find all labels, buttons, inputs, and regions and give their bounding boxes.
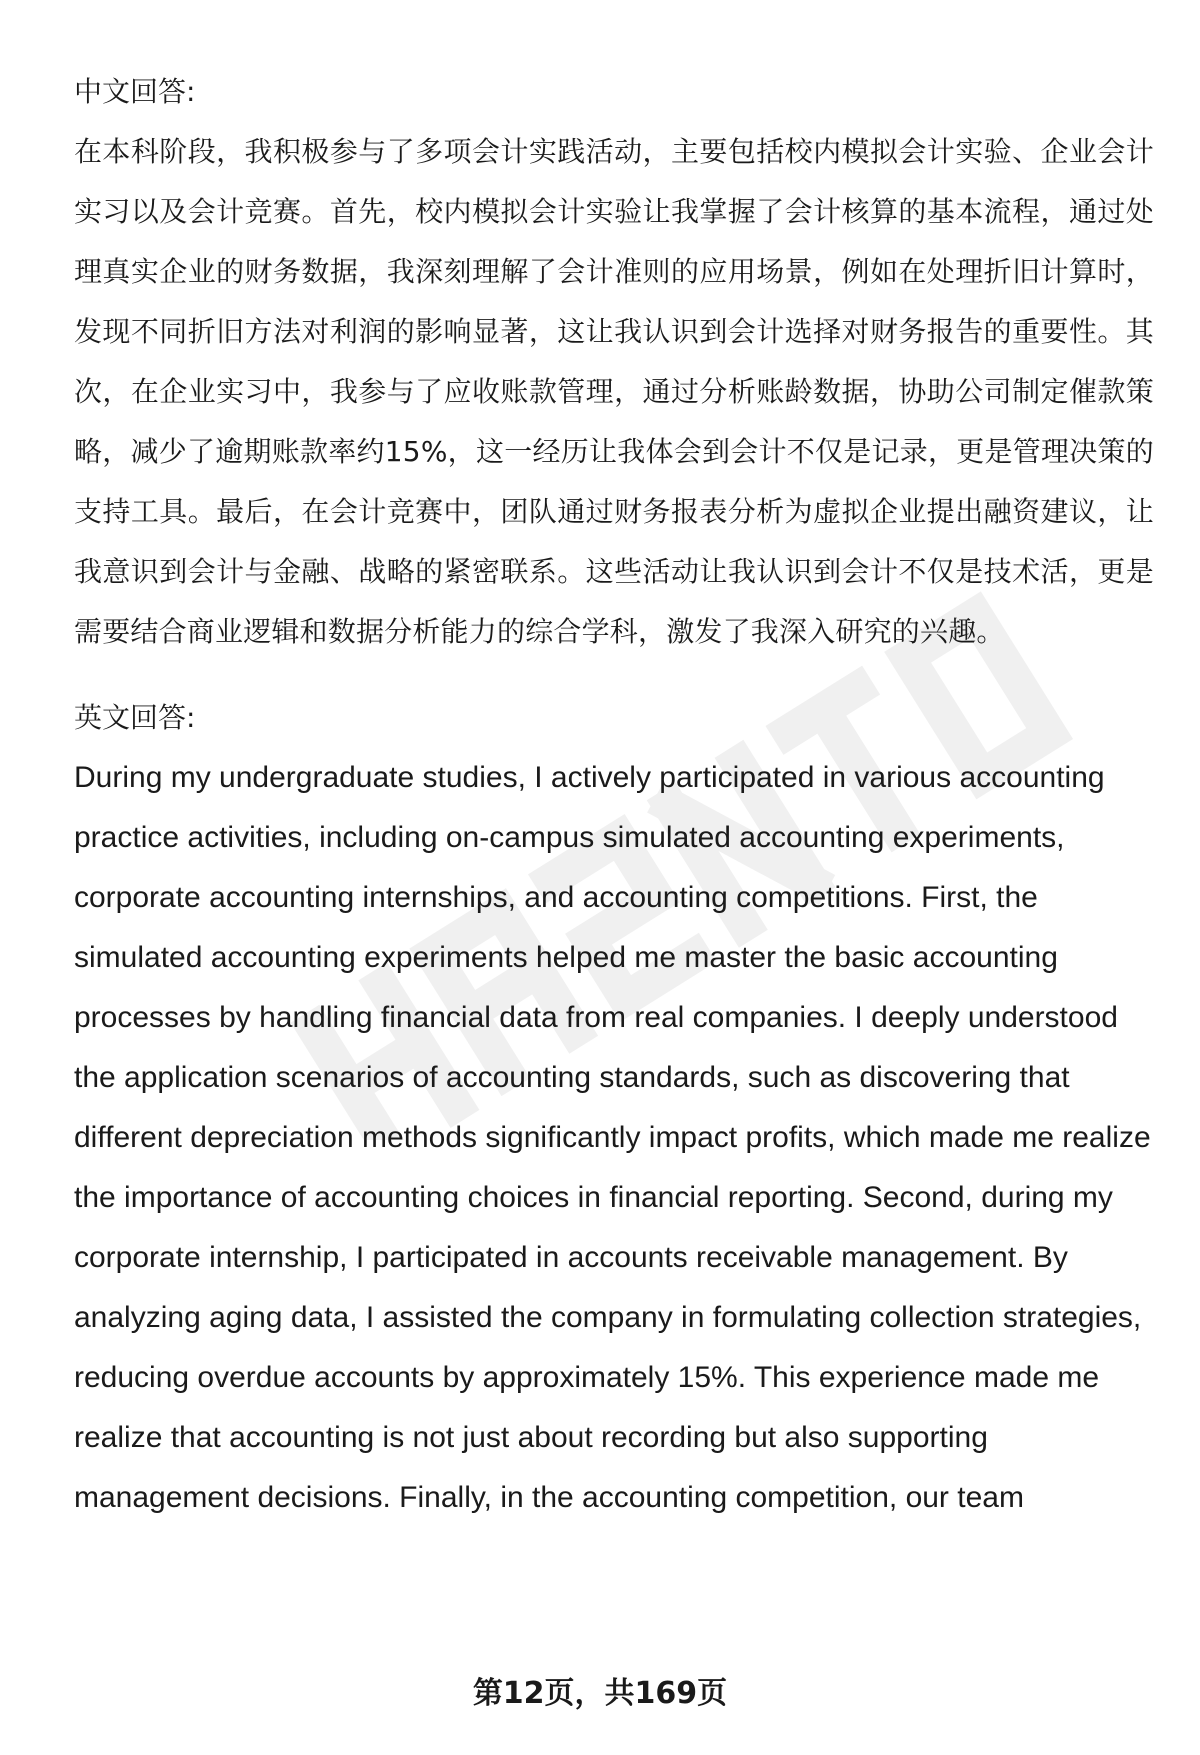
page-number-footer: 第12页，共169页 [472,1676,728,1711]
document-content [74,62,1154,1528]
chinese-answer-label: 中文回答: [74,75,196,108]
english-answer-label: 英文回答: [74,701,196,734]
english-answer-paragraph: During my undergraduate studies, I actively participated in various accounting practice activities, including on-campus simulated accounting experiments, corporate accounting internships, and accounting competitions. First, the simulated accounting experiments helped me master the basic accounting processes by handling financial data from real companies. I deeply understood the application scenarios of accounting standards, such as discovering that different depreciation methods significantly impact profits, which made me realize the importance of accounting choices in financial reporting. Second, during my corporate internship, I participated in accounts receivable management. By analyzing aging data, I assisted the company in formulating collection strategies, reducing overdue accounts by approximately 15%. This experience made me realize that accounting is not just about recording but also supporting management decisions. Finally, in the accounting competition, our team [74,761,1151,1514]
chinese-answer-paragraph: 在本科阶段，我积极参与了多项会计实践活动，主要包括校内模拟会计实验、企业会计实习以及会计竞赛。首先，校内模拟会计实验让我掌握了会计核算的基本流程，通过处理真实企业的财务数据，我深刻理解了会计准则的应用场景，例如在处理折旧计算时，发现不同折旧方法对利润的影响显著，这让我认识到会计选择对财务报告的重要性。其次，在企业实习中，我参与了应收账款管理，通过分析账龄数据，协助公司制定催款策略，减少了逾期账款率约15%，这一经历让我体会到会计不仅是记录，更是管理决策的支持工具。最后，在会计竞赛中，团队通过财务报表分析为虚拟企业提出融资建议，让我意识到会计与金融、战略的紧密联系。这些活动让我认识到会计不仅是技术活，更是需要结合商业逻辑和数据分析能力的综合学科，激发了我深入研究的兴趣。 [74,135,1154,648]
section-spacer [74,662,1154,688]
